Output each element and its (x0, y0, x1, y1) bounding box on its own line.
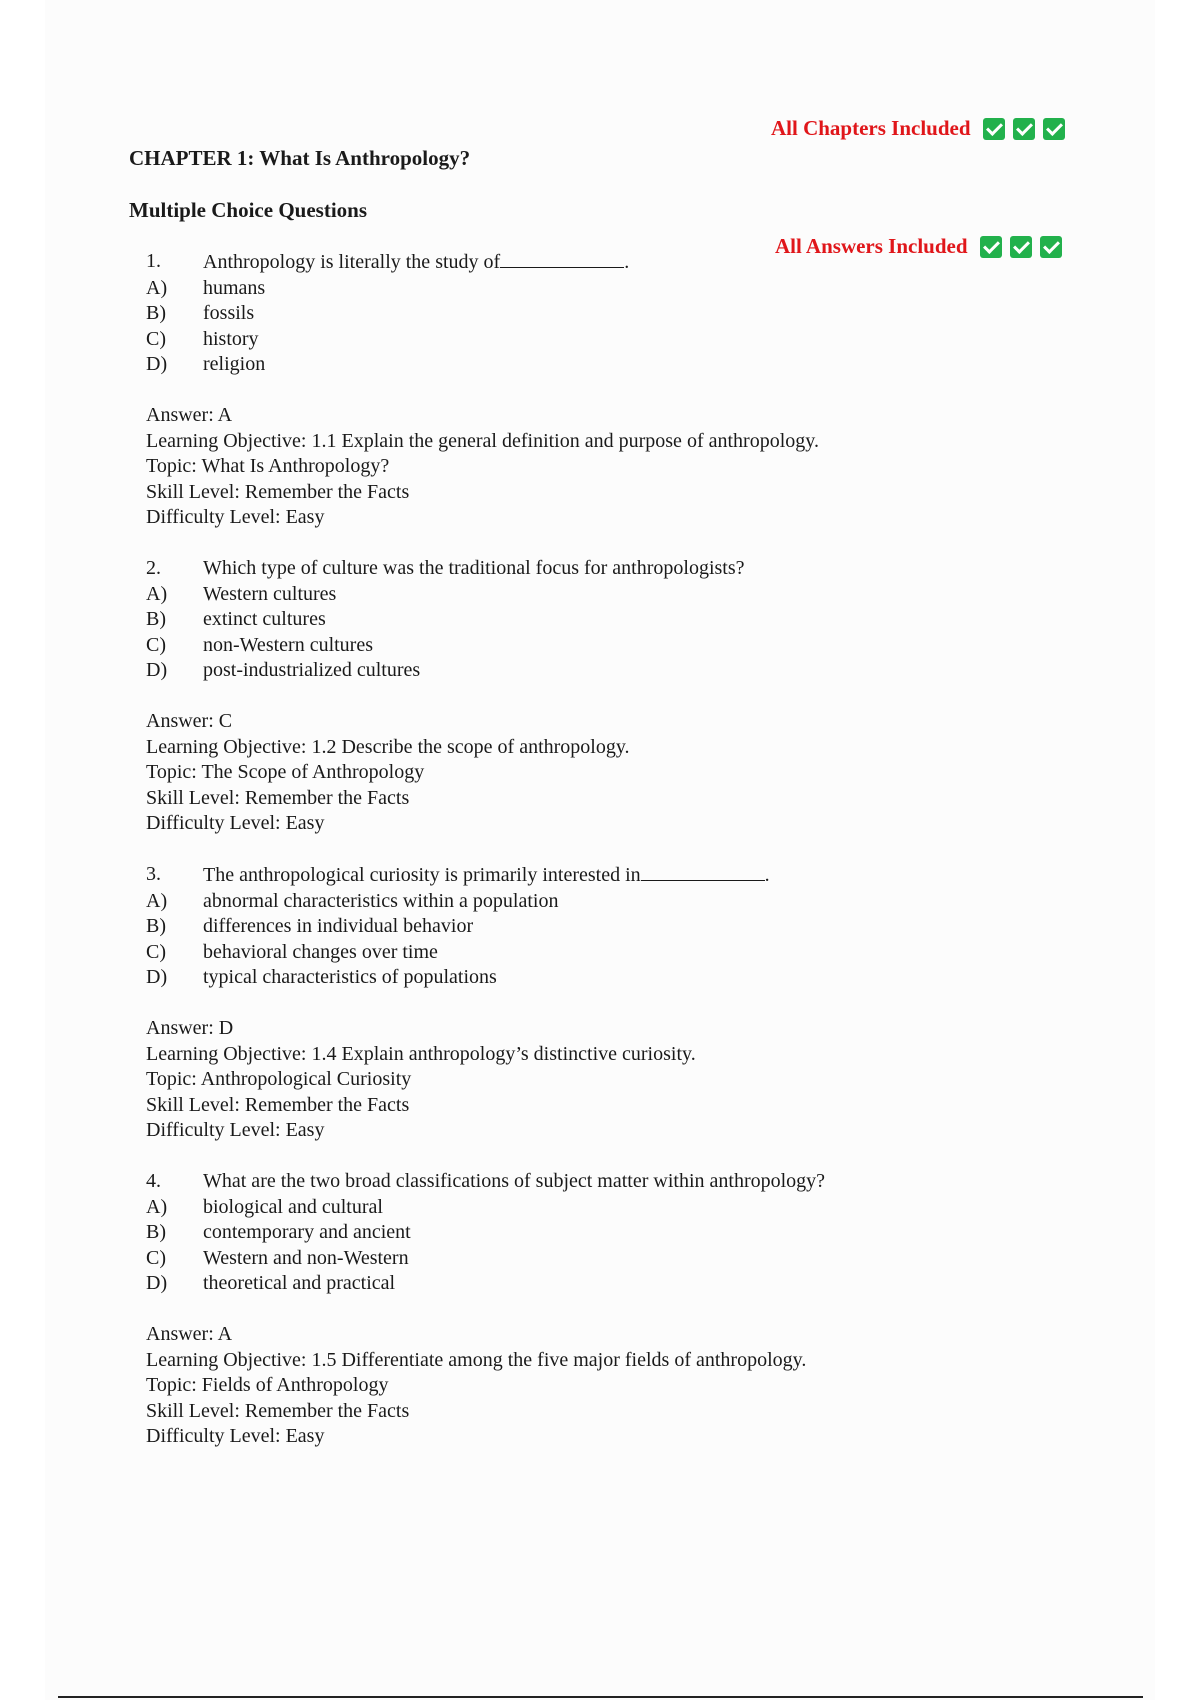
question-number: 1. (146, 250, 161, 272)
chapter-title: CHAPTER 1: What Is Anthropology? (129, 146, 471, 170)
learning-objective-line: Learning Objective: 1.5 Differentiate among the five major fields of anthropology. (146, 1348, 807, 1371)
answer-blank (641, 862, 765, 881)
option-row (146, 965, 1146, 991)
question-stem (146, 1169, 1146, 1195)
option-row (146, 327, 1146, 353)
option-row (146, 1271, 1146, 1297)
option-text: history (203, 327, 259, 350)
option-text: humans (203, 276, 266, 299)
option-text: non-Western cultures (203, 633, 373, 656)
all-chapters-label: All Chapters Included (771, 116, 971, 140)
option-letter: B) (146, 608, 166, 630)
option-text: Western and non-Western (203, 1246, 409, 1269)
answer-line: Answer: A (146, 404, 233, 426)
answer-metadata (146, 1322, 1146, 1450)
section-title: Multiple Choice Questions (129, 198, 368, 222)
topic-line: Topic: Anthropological Curiosity (146, 1068, 412, 1090)
option-row (146, 658, 1146, 684)
question-text (203, 249, 629, 276)
answer-blank (500, 249, 624, 268)
question-item (146, 862, 1146, 1144)
option-text: behavioral changes over time (203, 940, 438, 963)
difficulty-line: Difficulty Level: Easy (146, 1425, 325, 1447)
option-row (146, 301, 1146, 327)
option-letter: C) (146, 1246, 166, 1269)
option-row (146, 1220, 1146, 1246)
option-row (146, 940, 1146, 966)
option-row (146, 582, 1146, 608)
question-text-part: . (624, 251, 630, 273)
question-number: 3. (146, 863, 161, 885)
learning-objective-line: Learning Objective: 1.2 Describe the scope of anthropology. (146, 735, 630, 758)
answer-line: Answer: D (146, 1017, 234, 1039)
learning-objective-line: Learning Objective: 1.1 Explain the general definition and purpose of anthropology. (146, 429, 819, 452)
option-row (146, 1195, 1146, 1221)
check-box-icon (1043, 118, 1065, 140)
option-text: post-industrialized cultures (203, 659, 421, 681)
option-row (146, 633, 1146, 659)
option-row (146, 607, 1146, 633)
check-box-icon (983, 118, 1005, 140)
question-text: What are the two broad classifications of subject matter within anthropology? (203, 1170, 826, 1192)
question-text-part: . (764, 864, 770, 886)
option-text: fossils (203, 302, 255, 324)
option-text: religion (203, 353, 266, 375)
footer-divider (58, 1696, 1143, 1698)
option-text: extinct cultures (203, 608, 326, 630)
skill-level-line: Skill Level: Remember the Facts (146, 1093, 410, 1116)
option-letter: A) (146, 889, 168, 912)
question-stem (146, 249, 1146, 276)
check-box-icon (1013, 118, 1035, 140)
option-text: Western cultures (203, 582, 337, 605)
question-item (146, 1169, 1146, 1450)
option-letter: A) (146, 276, 168, 299)
question-text (203, 862, 770, 889)
option-text: contemporary and ancient (203, 1221, 411, 1243)
answer-line: Answer: A (146, 1323, 233, 1345)
option-letter: A) (146, 1195, 168, 1218)
difficulty-line: Difficulty Level: Easy (146, 812, 325, 834)
answer-line: Answer: C (146, 710, 233, 732)
option-letter: D) (146, 1272, 168, 1294)
difficulty-line: Difficulty Level: Easy (146, 506, 325, 528)
option-text: biological and cultural (203, 1195, 383, 1218)
answer-metadata (146, 1016, 1146, 1144)
option-row (146, 889, 1146, 915)
option-letter: D) (146, 659, 168, 681)
question-item (146, 556, 1146, 837)
question-number: 4. (146, 1170, 161, 1192)
option-letter: D) (146, 966, 168, 988)
option-row (146, 276, 1146, 302)
all-chapters-badge (771, 116, 1065, 141)
topic-line: Topic: What Is Anthropology? (146, 455, 390, 477)
question-text-part: The anthropological curiosity is primarily interested in (203, 864, 641, 886)
option-letter: B) (146, 302, 166, 324)
check-group (983, 118, 1065, 140)
answer-metadata (146, 709, 1146, 837)
question-item (146, 249, 1146, 531)
question-stem (146, 862, 1146, 889)
option-letter: C) (146, 940, 166, 963)
question-text-part: Anthropology is literally the study of (203, 251, 501, 273)
option-letter: C) (146, 327, 166, 350)
option-letter: B) (146, 915, 166, 937)
option-letter: C) (146, 633, 166, 656)
option-text: typical characteristics of populations (203, 966, 497, 988)
question-text: Which type of culture was the traditional focus for anthropologists? (203, 557, 745, 579)
option-letter: A) (146, 582, 168, 605)
question-list (146, 249, 1146, 1475)
option-letter: B) (146, 1221, 166, 1243)
option-row (146, 1246, 1146, 1272)
skill-level-line: Skill Level: Remember the Facts (146, 1399, 410, 1422)
topic-line: Topic: The Scope of Anthropology (146, 761, 425, 783)
option-text: abnormal characteristics within a population (203, 889, 559, 912)
topic-line: Topic: Fields of Anthropology (146, 1374, 389, 1396)
option-row (146, 914, 1146, 940)
skill-level-line: Skill Level: Remember the Facts (146, 786, 410, 809)
question-number: 2. (146, 557, 161, 579)
question-stem (146, 556, 1146, 582)
option-letter: D) (146, 353, 168, 375)
option-text: theoretical and practical (203, 1272, 396, 1294)
option-text: differences in individual behavior (203, 915, 474, 937)
option-row (146, 352, 1146, 378)
difficulty-line: Difficulty Level: Easy (146, 1119, 325, 1141)
all-answers-label: All Answers Included (775, 234, 968, 258)
answer-metadata (146, 403, 1146, 531)
learning-objective-line: Learning Objective: 1.4 Explain anthropology’s distinctive curiosity. (146, 1042, 696, 1065)
skill-level-line: Skill Level: Remember the Facts (146, 480, 410, 503)
